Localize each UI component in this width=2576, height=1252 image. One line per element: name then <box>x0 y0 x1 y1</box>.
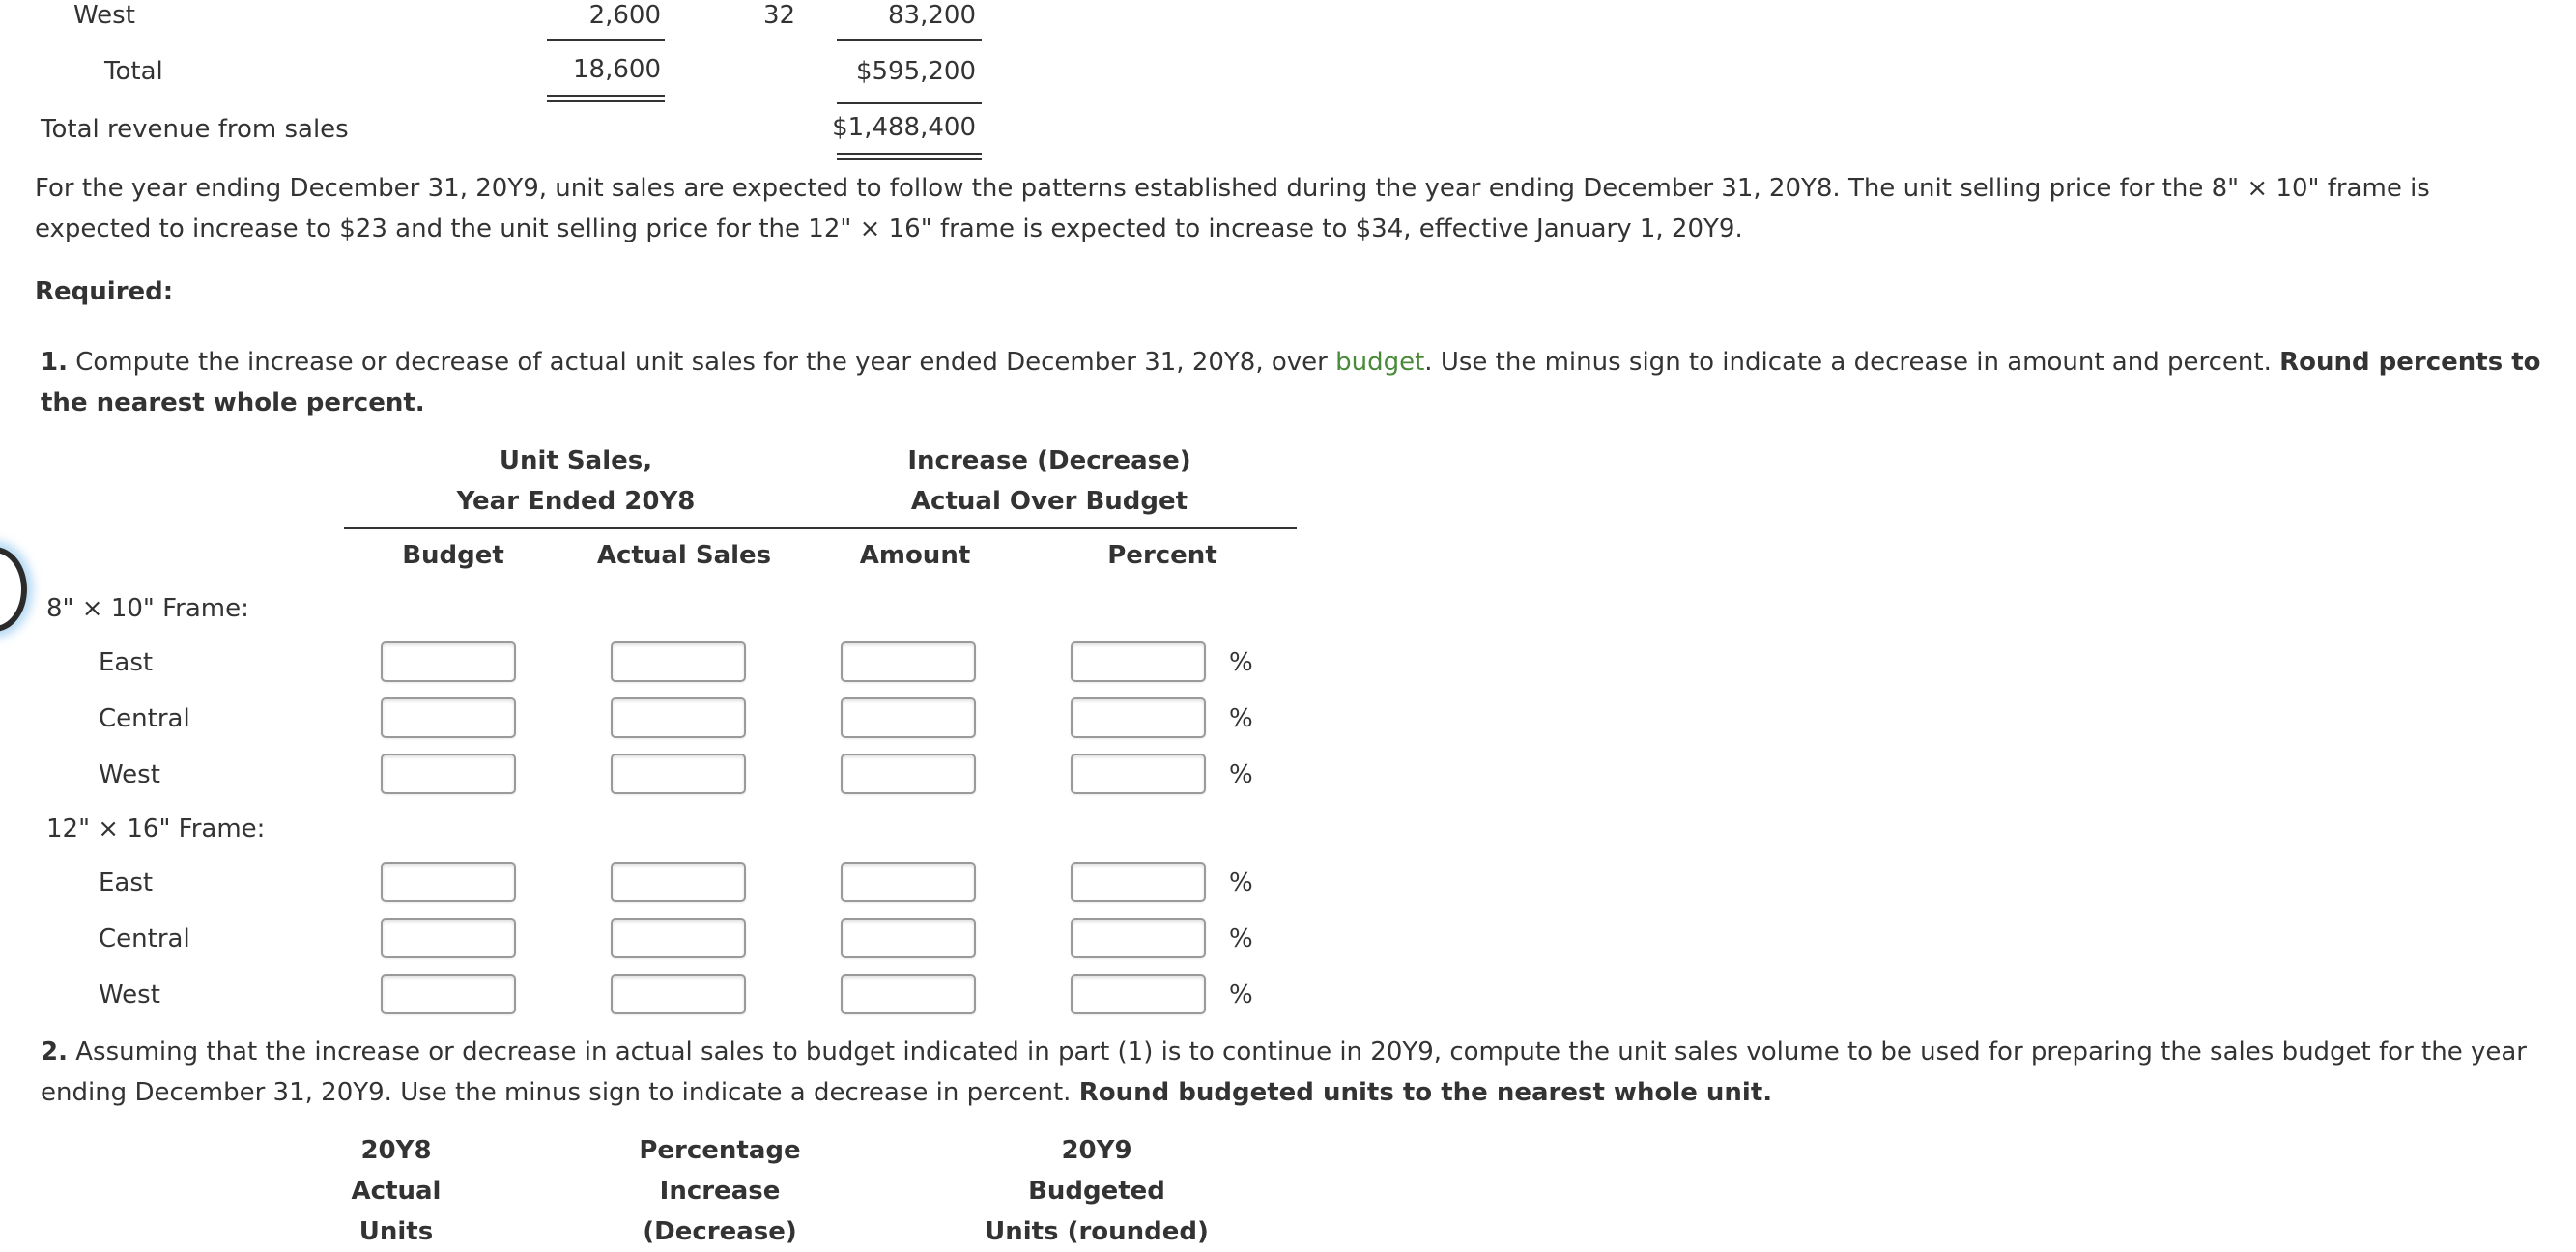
frame2-east-budget-input[interactable] <box>381 862 516 902</box>
col-actual-sales-header: Actual Sales <box>596 541 772 570</box>
q2-col3-line1: 20Y9 <box>1061 1136 1132 1165</box>
revenue-total-units: 18,600 <box>573 55 661 84</box>
frame1-east-actual-input[interactable] <box>611 641 746 682</box>
frame2-east-percent-input[interactable] <box>1071 862 1206 902</box>
frame2-east-label: East <box>99 868 154 897</box>
revenue-west-price: 32 <box>763 1 796 30</box>
frame2-central-actual-input[interactable] <box>611 918 746 958</box>
q2-col1-line2: Actual <box>351 1177 442 1206</box>
frame2-central-label: Central <box>99 925 190 953</box>
q2-col3-line3: Units (rounded) <box>985 1217 1209 1246</box>
revenue-west-revenue: 83,200 <box>888 1 976 30</box>
frame2-west-percent-input[interactable] <box>1071 974 1206 1014</box>
frame2-west-actual-input[interactable] <box>611 974 746 1014</box>
revenue-total-rule <box>837 102 982 104</box>
frame2-east-amount-input[interactable] <box>841 862 976 902</box>
units-subtotal-rule <box>547 39 665 41</box>
frame1-central-percent-input[interactable] <box>1071 697 1206 738</box>
grand-total-double-rule <box>837 153 982 160</box>
frame1-east-percent-sign: % <box>1229 648 1253 677</box>
q1-text: Compute the increase or decrease of actual unit sales for the year ended December 31, 20Y8, over <box>75 348 1328 377</box>
frame2-central-percent-input[interactable] <box>1071 918 1206 958</box>
frame2-central-amount-input[interactable] <box>841 918 976 958</box>
frame2-west-percent-sign: % <box>1229 981 1253 1010</box>
required-label: Required: <box>35 277 174 306</box>
unit-sales-header-line2: Year Ended 20Y8 <box>456 487 696 516</box>
revenue-west-label: West <box>73 1 135 30</box>
frame1-east-amount-input[interactable] <box>841 641 976 682</box>
q2-col2-line1: Percentage <box>639 1136 801 1165</box>
q1-text-after-link: . Use the minus sign to indicate a decrease in amount and percent. <box>1424 348 2272 377</box>
q2-col3-line2: Budgeted <box>1028 1177 1165 1206</box>
q2-col1-line1: 20Y8 <box>360 1136 432 1165</box>
frame2-west-budget-input[interactable] <box>381 974 516 1014</box>
units-total-double-rule <box>547 95 665 102</box>
revenue-total-label: Total <box>104 57 163 86</box>
frame2-west-label: West <box>99 981 160 1010</box>
grand-total-value: $1,488,400 <box>832 113 976 142</box>
frame2-east-percent-sign: % <box>1229 868 1253 897</box>
q2-col2-line2: Increase <box>659 1177 781 1206</box>
frame1-west-label: West <box>99 760 160 789</box>
q2-text: Assuming that the increase or decrease in actual sales to budget indicated in part (1) is to continue in 20Y9, compute the unit sales volume to be used for preparing the sales budget for the year ending December 31, 20Y9. Use the minus sign to indicate a decrease in percent. <box>41 1038 2527 1107</box>
increase-header-line2: Actual Over Budget <box>910 487 1188 516</box>
q1-rounding-note: Round percents to the nearest whole percent. <box>41 348 2541 417</box>
revenue-west-units: 2,600 <box>588 1 661 30</box>
increase-header-line1: Increase (Decrease) <box>907 446 1191 475</box>
budget-link[interactable]: budget <box>1335 348 1425 377</box>
col-percent-header: Percent <box>1107 541 1217 570</box>
frame1-central-amount-input[interactable] <box>841 697 976 738</box>
frame1-central-percent-sign: % <box>1229 704 1253 733</box>
intro-paragraph: For the year ending December 31, 20Y9, unit sales are expected to follow the patterns established during the year ending December 31, 20Y8. The unit selling price for the 8" × 10" frame is expected to increase to $23 and the unit selling price for the 12" × 16" frame is expected to increase to $34, effective January 1, 20Y9. <box>35 174 2430 243</box>
unit-sales-header-line1: Unit Sales, <box>499 446 653 475</box>
frame2-east-actual-input[interactable] <box>611 862 746 902</box>
q1-number: 1. <box>41 348 68 377</box>
frame2-central-budget-input[interactable] <box>381 918 516 958</box>
frame2-west-amount-input[interactable] <box>841 974 976 1014</box>
frame1-east-percent-input[interactable] <box>1071 641 1206 682</box>
col-budget-header: Budget <box>402 541 504 570</box>
frame1-central-actual-input[interactable] <box>611 697 746 738</box>
q2-col2-line3: (Decrease) <box>643 1217 797 1246</box>
frame1-central-budget-input[interactable] <box>381 697 516 738</box>
frame-12x16-label: 12" × 16" Frame: <box>46 814 266 843</box>
q2-number: 2. <box>41 1038 68 1067</box>
grand-total-label: Total revenue from sales <box>41 115 349 144</box>
q2-instructions <box>41 1032 2572 1113</box>
frame1-west-amount-input[interactable] <box>841 754 976 794</box>
frame1-central-label: Central <box>99 704 190 733</box>
focus-ring-decoration <box>0 547 27 632</box>
q2-rounding-note: Round budgeted units to the nearest whole unit. <box>1078 1078 1773 1107</box>
revenue-subtotal-rule <box>837 39 982 41</box>
frame1-west-percent-sign: % <box>1229 760 1253 789</box>
frame-8x10-label: 8" × 10" Frame: <box>46 594 249 623</box>
frame1-east-budget-input[interactable] <box>381 641 516 682</box>
frame2-central-percent-sign: % <box>1229 925 1253 953</box>
revenue-total-revenue: $595,200 <box>855 57 976 86</box>
q1-instructions <box>41 342 2553 423</box>
frame1-west-actual-input[interactable] <box>611 754 746 794</box>
frame1-west-budget-input[interactable] <box>381 754 516 794</box>
col-amount-header: Amount <box>859 541 971 570</box>
frame1-west-percent-input[interactable] <box>1071 754 1206 794</box>
frame1-east-label: East <box>99 648 154 677</box>
header-rule <box>344 527 1297 529</box>
q2-col1-line3: Units <box>358 1217 434 1246</box>
